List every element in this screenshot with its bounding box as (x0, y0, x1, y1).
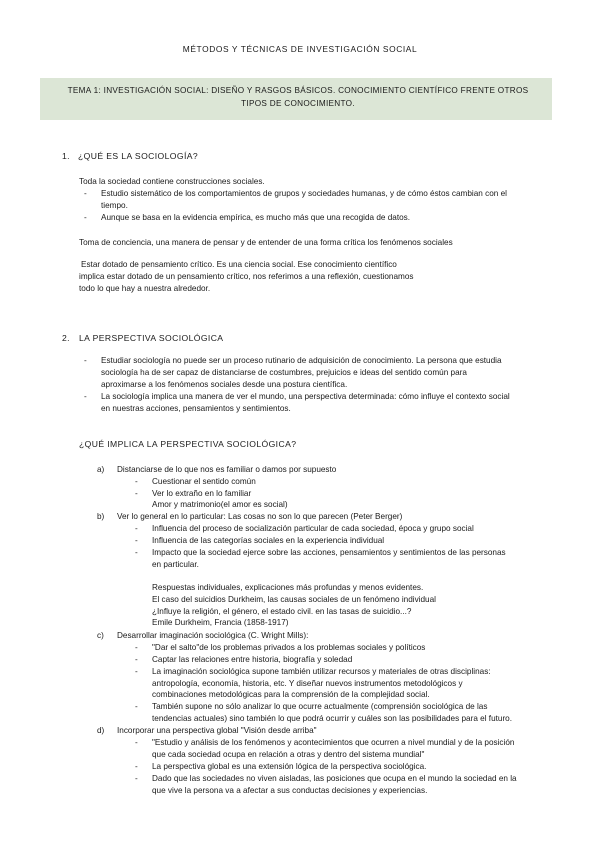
list-item: "Estudio y análisis de los fenómenos y acontecimientos que ocurren a nivel mundial y de la posición (152, 738, 515, 747)
paragraph-line: implica estar dotado de un pensamiento crítico, nos referimos a una reflexión, cuestionamos (79, 272, 414, 281)
note-line: Amor y matrimonio(el amor es social) (152, 500, 288, 509)
list-item-continuation: antropología, economía, historia, etc. Y diseñar nuevos instrumentos metodológicos y (152, 679, 463, 688)
item-d-letter: d) (97, 726, 105, 735)
dash: - (84, 189, 87, 198)
dash: - (135, 489, 138, 498)
dash: - (84, 213, 87, 222)
note-line: Respuestas individuales, explicaciones más profundas y menos evidentes. (152, 583, 424, 592)
paragraph: Toma de conciencia, una manera de pensar y de entender de una forma crítica los fenómenos sociales (79, 238, 453, 247)
dash: - (135, 774, 138, 783)
list-item: Impacto que la sociedad ejerce sobre las acciones, pensamientos y sentimientos de las personas (152, 548, 506, 557)
dash: - (84, 392, 87, 401)
section-3-heading: ¿QUÉ IMPLICA LA PERSPECTIVA SOCIOLÓGICA? (79, 439, 297, 449)
dash: - (135, 477, 138, 486)
section-2-heading: LA PERSPECTIVA SOCIOLÓGICA (79, 333, 224, 343)
list-item: Ver lo extraño en lo familiar (152, 489, 252, 498)
banner-line-2: TIPOS DE CONOCIMIENTO. (241, 99, 355, 108)
list-item-continuation: tendencias actuales) sino también lo que podrá ocurrir y cuáles son las posibilidades para el futuro. (152, 714, 513, 723)
list-item: Estudio sistemático de los comportamientos de grupos y sociedades humanas, y de cómo éstos cambian con el (101, 189, 507, 198)
list-item: Aunque se basa en la evidencia empírica, es mucho más que una recogida de datos. (101, 213, 411, 222)
list-item: Captar las relaciones entre historia, biografía y soledad (152, 655, 353, 664)
dash: - (135, 536, 138, 545)
dash: - (135, 762, 138, 771)
section-1-heading: ¿QUÉ ES LA SOCIOLOGÍA? (78, 151, 199, 161)
item-b-letter: b) (97, 512, 105, 521)
dash: - (135, 702, 138, 711)
dash: - (84, 356, 87, 365)
item-a-text: Distanciarse de lo que nos es familiar o damos por supuesto (117, 465, 337, 474)
section-1-intro: Toda la sociedad contiene construcciones sociales. (79, 177, 265, 186)
item-c-text: Desarrollar imaginación sociológica (C. Wright Mills): (117, 631, 309, 640)
dash: - (135, 524, 138, 533)
list-item: "Dar el salto"de los problemas privados a los problemas sociales y políticos (152, 643, 426, 652)
topic-banner-text (56, 84, 540, 110)
list-item: Dado que las sociedades no viven aisladas, las posiciones que ocupa en el mundo la sociedad en la (152, 774, 517, 783)
list-item-continuation: que vive la persona va a afectar a sus conductas decisiones y experiencias. (152, 786, 428, 795)
note-line: El caso del suicidios Durkheim, las causas sociales de un fenómeno individual (152, 595, 436, 604)
dash: - (135, 643, 138, 652)
item-c-letter: c) (97, 631, 104, 640)
dash: - (135, 548, 138, 557)
list-item-continuation: tiempo. (101, 201, 128, 210)
banner-line-1: TEMA 1: INVESTIGACIÓN SOCIAL: DISEÑO Y RASGOS BÁSICOS. CONOCIMIENTO CIENTÍFICO FRENTE OTROS (67, 86, 529, 95)
list-item: Influencia de las categorías sociales en la experiencia individual (152, 536, 385, 545)
paragraph-line: todo lo que hay a nuestra alrededor. (79, 284, 211, 293)
list-item-continuation: combinaciones metodológicas para la comprensión de la complejidad social. (152, 690, 430, 699)
note-line: ¿Influye la religión, el género, el estado civil. en las tasas de suicidio...? (152, 607, 412, 616)
list-item: La sociología implica una manera de ver el mundo, una perspectiva determinada: cómo influye el contexto social (101, 392, 510, 401)
item-a-letter: a) (97, 465, 105, 474)
dash: - (135, 655, 138, 664)
list-item: La perspectiva global es una extensión lógica de la perspectiva sociológica. (152, 762, 427, 771)
list-item: Cuestionar el sentido común (152, 477, 256, 486)
list-item-continuation: en particular. (152, 560, 199, 569)
note-line: Emile Durkheim, Francia (1858-1917) (152, 618, 289, 627)
list-item-continuation: aproximarse a los fenómenos sociales desde una postura científica. (101, 380, 348, 389)
document-title: MÉTODOS Y TÉCNICAS DE INVESTIGACIÓN SOCIAL (182, 44, 418, 54)
list-item-continuation: sociología ha de ser capaz de distanciarse de costumbres, prejuicios e ideas del sentido común para (101, 368, 467, 377)
list-item: Influencia del proceso de socialización particular de cada sociedad, época y grupo social (152, 524, 474, 533)
list-item-continuation: que cada sociedad ocupa en relación a otras y dentro del sistema mundial" (152, 750, 425, 759)
dash: - (135, 738, 138, 747)
list-item: Estudiar sociología no puede ser un proceso rutinario de adquisición de conocimiento. La persona que estudia (101, 356, 502, 365)
paragraph-line: Estar dotado de pensamiento crítico. Es una ciencia social. Ese conocimiento científico (81, 260, 397, 269)
section-1-number: 1. (62, 151, 70, 161)
list-item: La imaginación sociológica supone también utilizar recursos y materiales de otras disciplinas: (152, 667, 491, 676)
item-b-text: Ver lo general en lo particular: Las cosas no son lo que parecen (Peter Berger) (117, 512, 403, 521)
dash: - (135, 667, 138, 676)
item-d-text: Incorporar una perspectiva global "Visión desde arriba" (117, 726, 317, 735)
list-item-continuation: en nuestras acciones, pensamientos y sentimientos. (101, 404, 291, 413)
section-2-number: 2. (62, 333, 70, 343)
list-item: También supone no sólo analizar lo que ocurre actualmente (comprensión sociológica de las (152, 702, 488, 711)
